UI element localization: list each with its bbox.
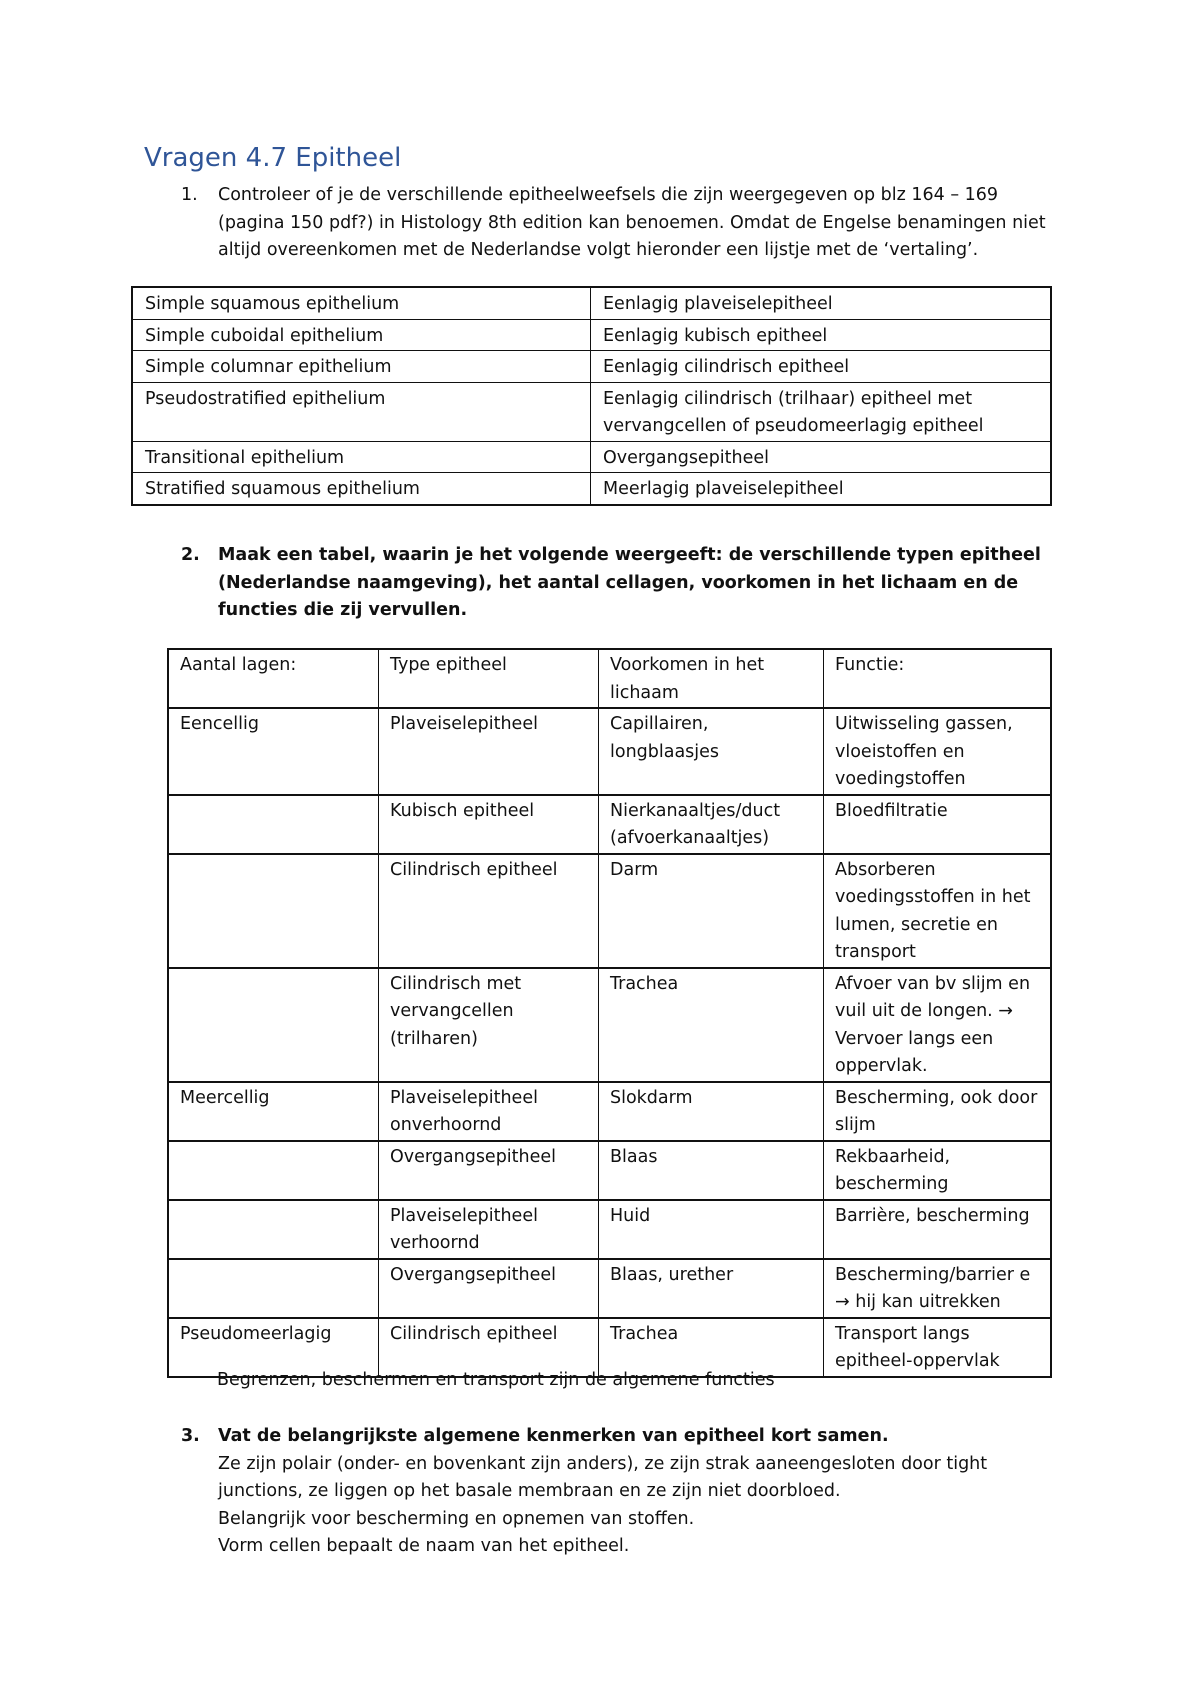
- english-term: Stratified squamous epithelium: [132, 473, 591, 505]
- table-row: [132, 319, 1051, 351]
- header-aantal-lagen: Aantal lagen:: [168, 649, 379, 708]
- english-term: Simple cuboidal epithelium: [132, 319, 591, 351]
- answer-line: Vorm cellen bepaalt de naam van het epitheel.: [218, 1536, 630, 1556]
- question-1-number: 1.: [181, 185, 198, 205]
- english-term: Pseudostratified epithelium: [132, 382, 591, 441]
- table-row: [168, 1082, 1051, 1141]
- cell-lagen: [168, 854, 379, 968]
- cell-voorkomen: Darm: [599, 854, 824, 968]
- cell-type: Plaveiselepitheel: [379, 708, 599, 795]
- table-row: [168, 968, 1051, 1082]
- table-row: [168, 708, 1051, 795]
- cell-voorkomen: Nierkanaaltjes/duct (afvoerkanaaltjes): [599, 795, 824, 854]
- dutch-term: Meerlagig plaveiselepitheel: [591, 473, 1052, 505]
- cell-functie: Bloedfiltratie: [824, 795, 1052, 854]
- dutch-term: Overgangsepitheel: [591, 441, 1052, 473]
- question-3-number: 3.: [181, 1426, 200, 1446]
- table-row: [132, 473, 1051, 505]
- document-title: Vragen 4.7 Epitheel: [144, 143, 402, 173]
- cell-functie: Bescherming, ook door slijm: [824, 1082, 1052, 1141]
- cell-lagen: Meercellig: [168, 1082, 379, 1141]
- header-voorkomen: Voorkomen in het lichaam: [599, 649, 824, 708]
- question-2: [181, 542, 1061, 625]
- english-term: Simple squamous epithelium: [132, 287, 591, 319]
- table-row: [168, 1200, 1051, 1259]
- cell-voorkomen: Blaas: [599, 1141, 824, 1200]
- question-2-text: Maak een tabel, waarin je het volgende weergeeft: de verschillende typen epitheel (Nederlandse naamgeving), het aantal cellagen, voorkomen in het lichaam en de functies die zij vervullen.: [218, 545, 1041, 620]
- table-row: [168, 795, 1051, 854]
- cell-functie: Bescherming/barrier e → hij kan uitrekken: [824, 1259, 1052, 1318]
- dutch-term: Eenlagig kubisch epitheel: [591, 319, 1052, 351]
- cell-functie: Afvoer van bv slijm en vuil uit de longen. → Vervoer langs een oppervlak.: [824, 968, 1052, 1082]
- cell-lagen: [168, 1141, 379, 1200]
- header-type-epitheel: Type epitheel: [379, 649, 599, 708]
- translation-table: [131, 286, 1052, 506]
- answer-line: Ze zijn polair (onder- en bovenkant zijn anders), ze zijn strak aaneengesloten door tight junctions, ze liggen op het basale membraan en ze zijn niet doorbloed.: [218, 1453, 988, 1501]
- answer-line: Belangrijk voor bescherming en opnemen van stoffen.: [218, 1508, 695, 1529]
- cell-voorkomen: Trachea: [599, 1318, 824, 1377]
- table-row: [168, 1259, 1051, 1318]
- question-3-text: Vat de belangrijkste algemene kenmerken van epitheel kort samen.: [218, 1426, 889, 1446]
- dutch-term: Eenlagig cilindrisch (trilhaar) epitheel met vervangcellen of pseudomeerlagig epitheel: [591, 382, 1052, 441]
- question-3: [181, 1423, 1061, 1561]
- cell-lagen: [168, 1259, 379, 1318]
- english-term: Simple columnar epithelium: [132, 351, 591, 383]
- question-2-number: 2.: [181, 545, 200, 565]
- cell-functie: Barrière, bescherming: [824, 1200, 1052, 1259]
- cell-voorkomen: Trachea: [599, 968, 824, 1082]
- dutch-term: Eenlagig plaveiselepitheel: [591, 287, 1052, 319]
- cell-type: Plaveiselepitheel verhoornd: [379, 1200, 599, 1259]
- cell-lagen: Pseudomeerlagig: [168, 1318, 379, 1377]
- table-row: [132, 287, 1051, 319]
- cell-lagen: [168, 795, 379, 854]
- cell-functie: Absorberen voedingsstoffen in het lumen, secretie en transport: [824, 854, 1052, 968]
- cell-lagen: [168, 968, 379, 1082]
- table-row: [168, 1141, 1051, 1200]
- cell-functie: Uitwisseling gassen, vloeistoffen en voedingstoffen: [824, 708, 1052, 795]
- cell-type: Kubisch epitheel: [379, 795, 599, 854]
- cell-voorkomen: Blaas, urether: [599, 1259, 824, 1318]
- cell-type: Cilindrisch met vervangcellen (trilharen): [379, 968, 599, 1082]
- table-header-row: [168, 649, 1051, 708]
- table-row: [132, 441, 1051, 473]
- cell-lagen: Eencellig: [168, 708, 379, 795]
- cell-functie: Transport langs epitheel-oppervlak: [824, 1318, 1052, 1377]
- table-row: [168, 854, 1051, 968]
- cell-voorkomen: Slokdarm: [599, 1082, 824, 1141]
- table-row: [132, 351, 1051, 383]
- dutch-term: Eenlagig cilindrisch epitheel: [591, 351, 1052, 383]
- english-term: Transitional epithelium: [132, 441, 591, 473]
- cell-functie: Rekbaarheid, bescherming: [824, 1141, 1052, 1200]
- cell-type: Overgangsepitheel: [379, 1141, 599, 1200]
- cell-type: Overgangsepitheel: [379, 1259, 599, 1318]
- question-1-text: Controleer of je de verschillende epitheelweefsels die zijn weergegeven op blz 164 – 169 (pagina 150 pdf?) in Histology 8th edition kan benoemen. Omdat de Engelse benamingen niet altijd overeenkomen met de Nederlandse volgt hieronder een lijstje met de ‘vertaling’.: [218, 185, 1046, 260]
- cell-voorkomen: Huid: [599, 1200, 824, 1259]
- general-functions-note: Begrenzen, beschermen en transport zijn de algemene functies: [217, 1370, 775, 1390]
- cell-lagen: [168, 1200, 379, 1259]
- table-row: [132, 382, 1051, 441]
- cell-voorkomen: Capillairen, longblaasjes: [599, 708, 824, 795]
- epithelium-table: [167, 648, 1052, 1378]
- cell-type: Cilindrisch epitheel: [379, 854, 599, 968]
- question-1: [181, 182, 1061, 265]
- cell-type: Cilindrisch epitheel: [379, 1318, 599, 1377]
- cell-type: Plaveiselepitheel onverhoornd: [379, 1082, 599, 1141]
- header-functie: Functie:: [824, 649, 1052, 708]
